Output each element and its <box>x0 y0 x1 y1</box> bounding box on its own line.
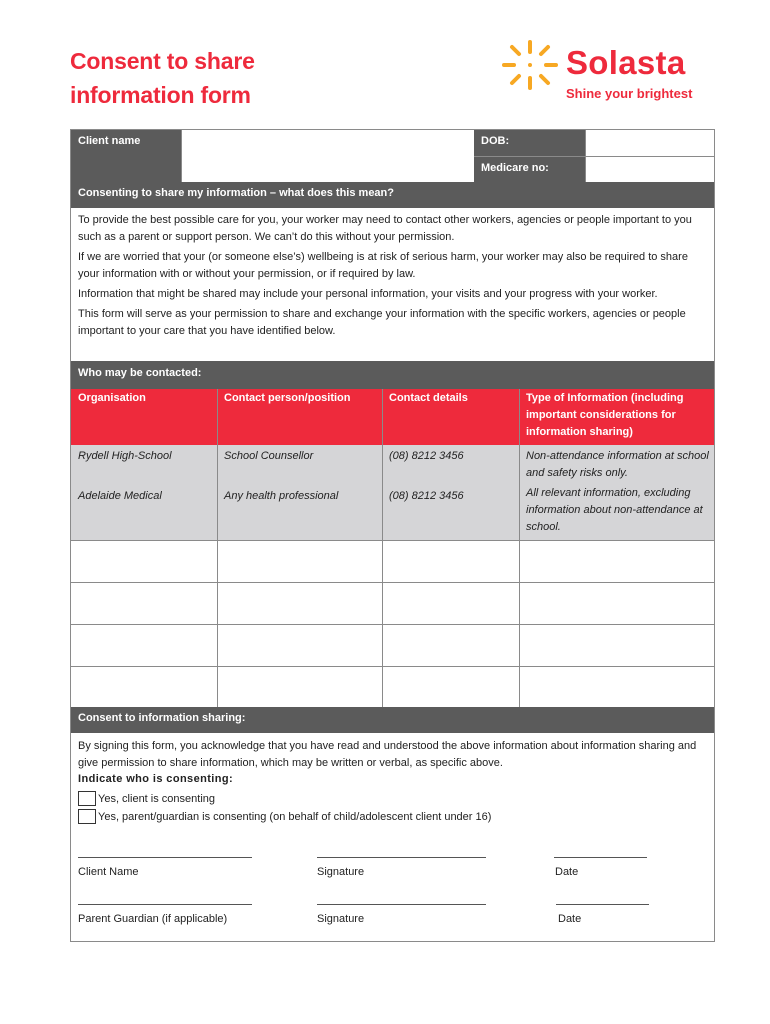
medicare-label: Medicare no: <box>474 156 585 182</box>
signature-line-2[interactable] <box>317 904 486 905</box>
client-consent-label: Yes, client is consenting <box>98 792 215 805</box>
empty-contact-row[interactable] <box>71 541 714 582</box>
parent-guardian-label: Parent Guardian (if applicable) <box>78 913 228 925</box>
client-name-line[interactable] <box>78 857 252 858</box>
explanation-paragraph: To provide the best possible care for you, your worker may need to contact other workers, agencies or people important to you such as a parent or support person. We can’t do this without your permission. <box>78 214 692 243</box>
dob-field[interactable] <box>585 130 714 156</box>
explanation-paragraph: Information that might be shared may include your personal information, your visits and your progress with your worker. <box>78 288 658 300</box>
parent-name-line[interactable] <box>78 904 252 905</box>
consent-heading: Consent to information sharing: <box>71 707 714 733</box>
row-2-person: Any health professional <box>224 490 339 502</box>
signature-label-2: Signature <box>317 913 365 925</box>
empty-contact-row[interactable] <box>71 625 714 666</box>
signature-line[interactable] <box>317 857 486 858</box>
sunburst-icon <box>500 38 560 98</box>
client-name-sign-label: Client Name <box>78 866 139 878</box>
empty-contact-row[interactable] <box>71 583 714 624</box>
row-2-details: (08) 8212 3456 <box>389 490 464 502</box>
consent-option-client[interactable] <box>78 791 215 806</box>
date-line[interactable] <box>554 857 647 858</box>
client-name-label: Client name <box>71 130 181 182</box>
client-consent-checkbox[interactable] <box>78 791 96 806</box>
row-1-info: Non-attendance information at school and safety risks only. <box>526 450 709 479</box>
logo-wordmark: Solasta <box>566 44 686 81</box>
medicare-field[interactable] <box>585 156 714 182</box>
page-title <box>70 44 255 112</box>
title-line-2: information form <box>70 82 251 108</box>
client-name-field[interactable] <box>181 130 474 182</box>
row-1-details: (08) 8212 3456 <box>389 450 464 462</box>
date-line-2[interactable] <box>556 904 649 905</box>
indicate-label: Indicate who is consenting: <box>78 773 234 785</box>
row-2-info: All relevant information, excluding information about non-attendance at school. <box>526 487 703 533</box>
parent-consent-checkbox[interactable] <box>78 809 96 824</box>
consent-paragraph: By signing this form, you acknowledge that you have read and understood the above information about information sharing and give permission to share information, which may be written or verbal, as specific above. <box>78 740 697 769</box>
consent-form <box>70 129 715 942</box>
contacts-heading: Who may be contacted: <box>71 361 714 389</box>
date-label-2: Date <box>558 913 582 925</box>
row-1-person: School Counsellor <box>224 450 314 462</box>
consent-option-parent[interactable] <box>78 809 491 824</box>
empty-contact-row[interactable] <box>71 667 714 707</box>
row-1-organisation: Rydell High-School <box>78 450 172 462</box>
title-line-1: Consent to share <box>70 48 255 74</box>
row-2-organisation: Adelaide Medical <box>78 490 162 502</box>
column-header-information-type: Type of Information (including important considerations for information sharing) <box>519 389 714 445</box>
signature-label: Signature <box>317 866 365 878</box>
consenting-heading: Consenting to share my information – what does this mean? <box>71 182 714 208</box>
parent-consent-label: Yes, parent/guardian is consenting (on behalf of child/adolescent client under 16) <box>98 810 492 823</box>
solasta-logo <box>500 38 720 108</box>
consenting-explanation <box>78 212 708 343</box>
explanation-paragraph: If we are worried that your (or someone else’s) wellbeing is at risk of serious harm, your worker may also be required to share your information with or without your permission, or if required by law. <box>78 251 688 280</box>
column-header-contact-details: Contact details <box>382 389 519 445</box>
logo-tagline: Shine your brightest <box>566 86 693 101</box>
column-header-contact-person: Contact person/position <box>217 389 382 445</box>
dob-label: DOB: <box>474 130 585 156</box>
date-label: Date <box>555 866 579 878</box>
column-header-organisation: Organisation <box>71 389 217 445</box>
explanation-paragraph: This form will serve as your permission to share and exchange your information with the specific workers, agencies or people important to your care that you have identified below. <box>78 308 686 337</box>
